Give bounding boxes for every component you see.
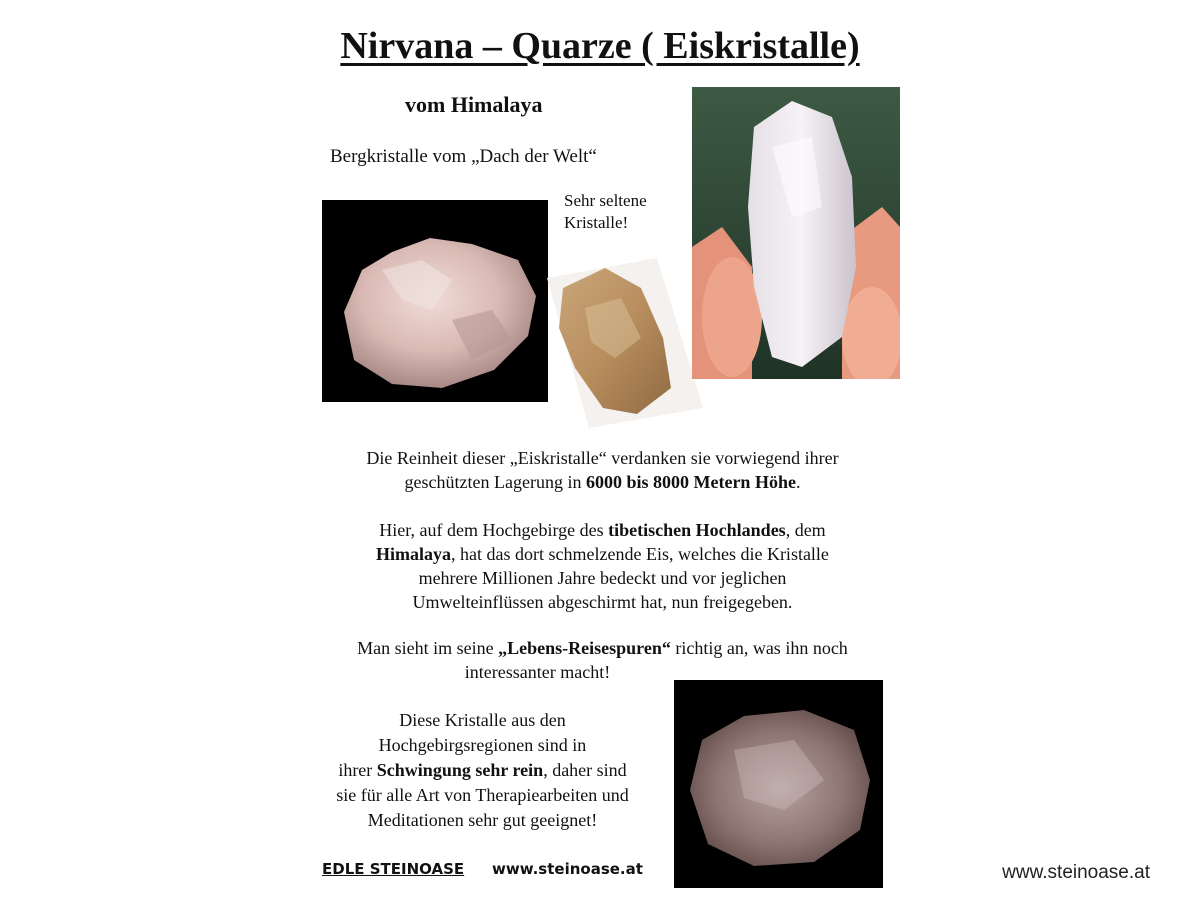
paragraph-therapy-line3 — [300, 758, 665, 783]
paragraph-therapy-line2: Hochgebirgsregionen sind in — [378, 735, 587, 755]
paragraph-therapy — [300, 708, 665, 833]
paragraph-purity-line1: Die Reinheit dieser „Eiskristalle“ verdanken sie vorwiegend ihrer — [366, 448, 839, 468]
footer-brand: EDLE STEINOASE — [322, 860, 465, 878]
photo-smoky-crystal — [674, 680, 883, 888]
text: ihrer — [338, 760, 377, 780]
paragraph-himalaya-line3: mehrere Millionen Jahre bedeckt und vor jeglichen — [418, 568, 787, 588]
photo-rose-quartz — [322, 200, 548, 402]
rare-note-line2: Kristalle! — [564, 213, 629, 232]
paragraph-traces-line2: interessanter macht! — [464, 662, 611, 682]
text: Man sieht im seine — [357, 638, 499, 658]
text: . — [795, 472, 801, 492]
subtitle: vom Himalaya — [405, 92, 543, 117]
vibration-highlight: Schwingung sehr rein — [376, 760, 544, 780]
page-title: Nirvana – Quarze ( Eiskristalle) — [340, 25, 860, 67]
tibet-highlight: tibetischen Hochlandes — [608, 520, 786, 540]
text: , dem — [785, 520, 826, 540]
paragraph-traces — [300, 636, 905, 684]
text: geschützten Lagerung in — [404, 472, 586, 492]
tagline: Bergkristalle vom „Dach der Welt“ — [330, 146, 597, 167]
footer-website[interactable]: www.steinoase.at — [492, 860, 643, 878]
paragraph-therapy-line4: sie für alle Art von Therapiearbeiten und — [336, 785, 629, 805]
paragraph-purity — [300, 446, 905, 494]
paragraph-himalaya — [300, 518, 905, 614]
traces-highlight: „Lebens-Reisespuren“ — [498, 638, 671, 658]
rare-note — [564, 190, 647, 234]
text: richtig an, was ihn noch — [670, 638, 848, 658]
paragraph-therapy-line1: Diese Kristalle aus den — [399, 710, 566, 730]
text: Hier, auf dem Hochgebirge des — [379, 520, 609, 540]
photo-crystal-in-hand — [692, 87, 900, 379]
paragraph-himalaya-line1 — [300, 518, 905, 542]
paragraph-therapy-line5: Meditationen sehr gut geeignet! — [367, 810, 598, 830]
paragraph-himalaya-line4: Umwelteinflüssen abgeschirmt hat, nun freigegeben. — [412, 592, 793, 612]
paragraph-traces-line1 — [300, 636, 905, 660]
text: , daher sind — [543, 760, 627, 780]
himalaya-highlight: Himalaya — [376, 544, 452, 564]
text: , hat das dort schmelzende Eis, welches die Kristalle — [451, 544, 829, 564]
altitude-highlight: 6000 bis 8000 Metern Höhe — [585, 472, 796, 492]
rare-note-line1: Sehr seltene — [564, 191, 647, 210]
watermark: www.steinoase.at — [1002, 862, 1150, 883]
paragraph-himalaya-line2 — [300, 542, 905, 566]
photo-golden-crystal — [545, 258, 705, 428]
paragraph-purity-line2 — [300, 470, 905, 494]
